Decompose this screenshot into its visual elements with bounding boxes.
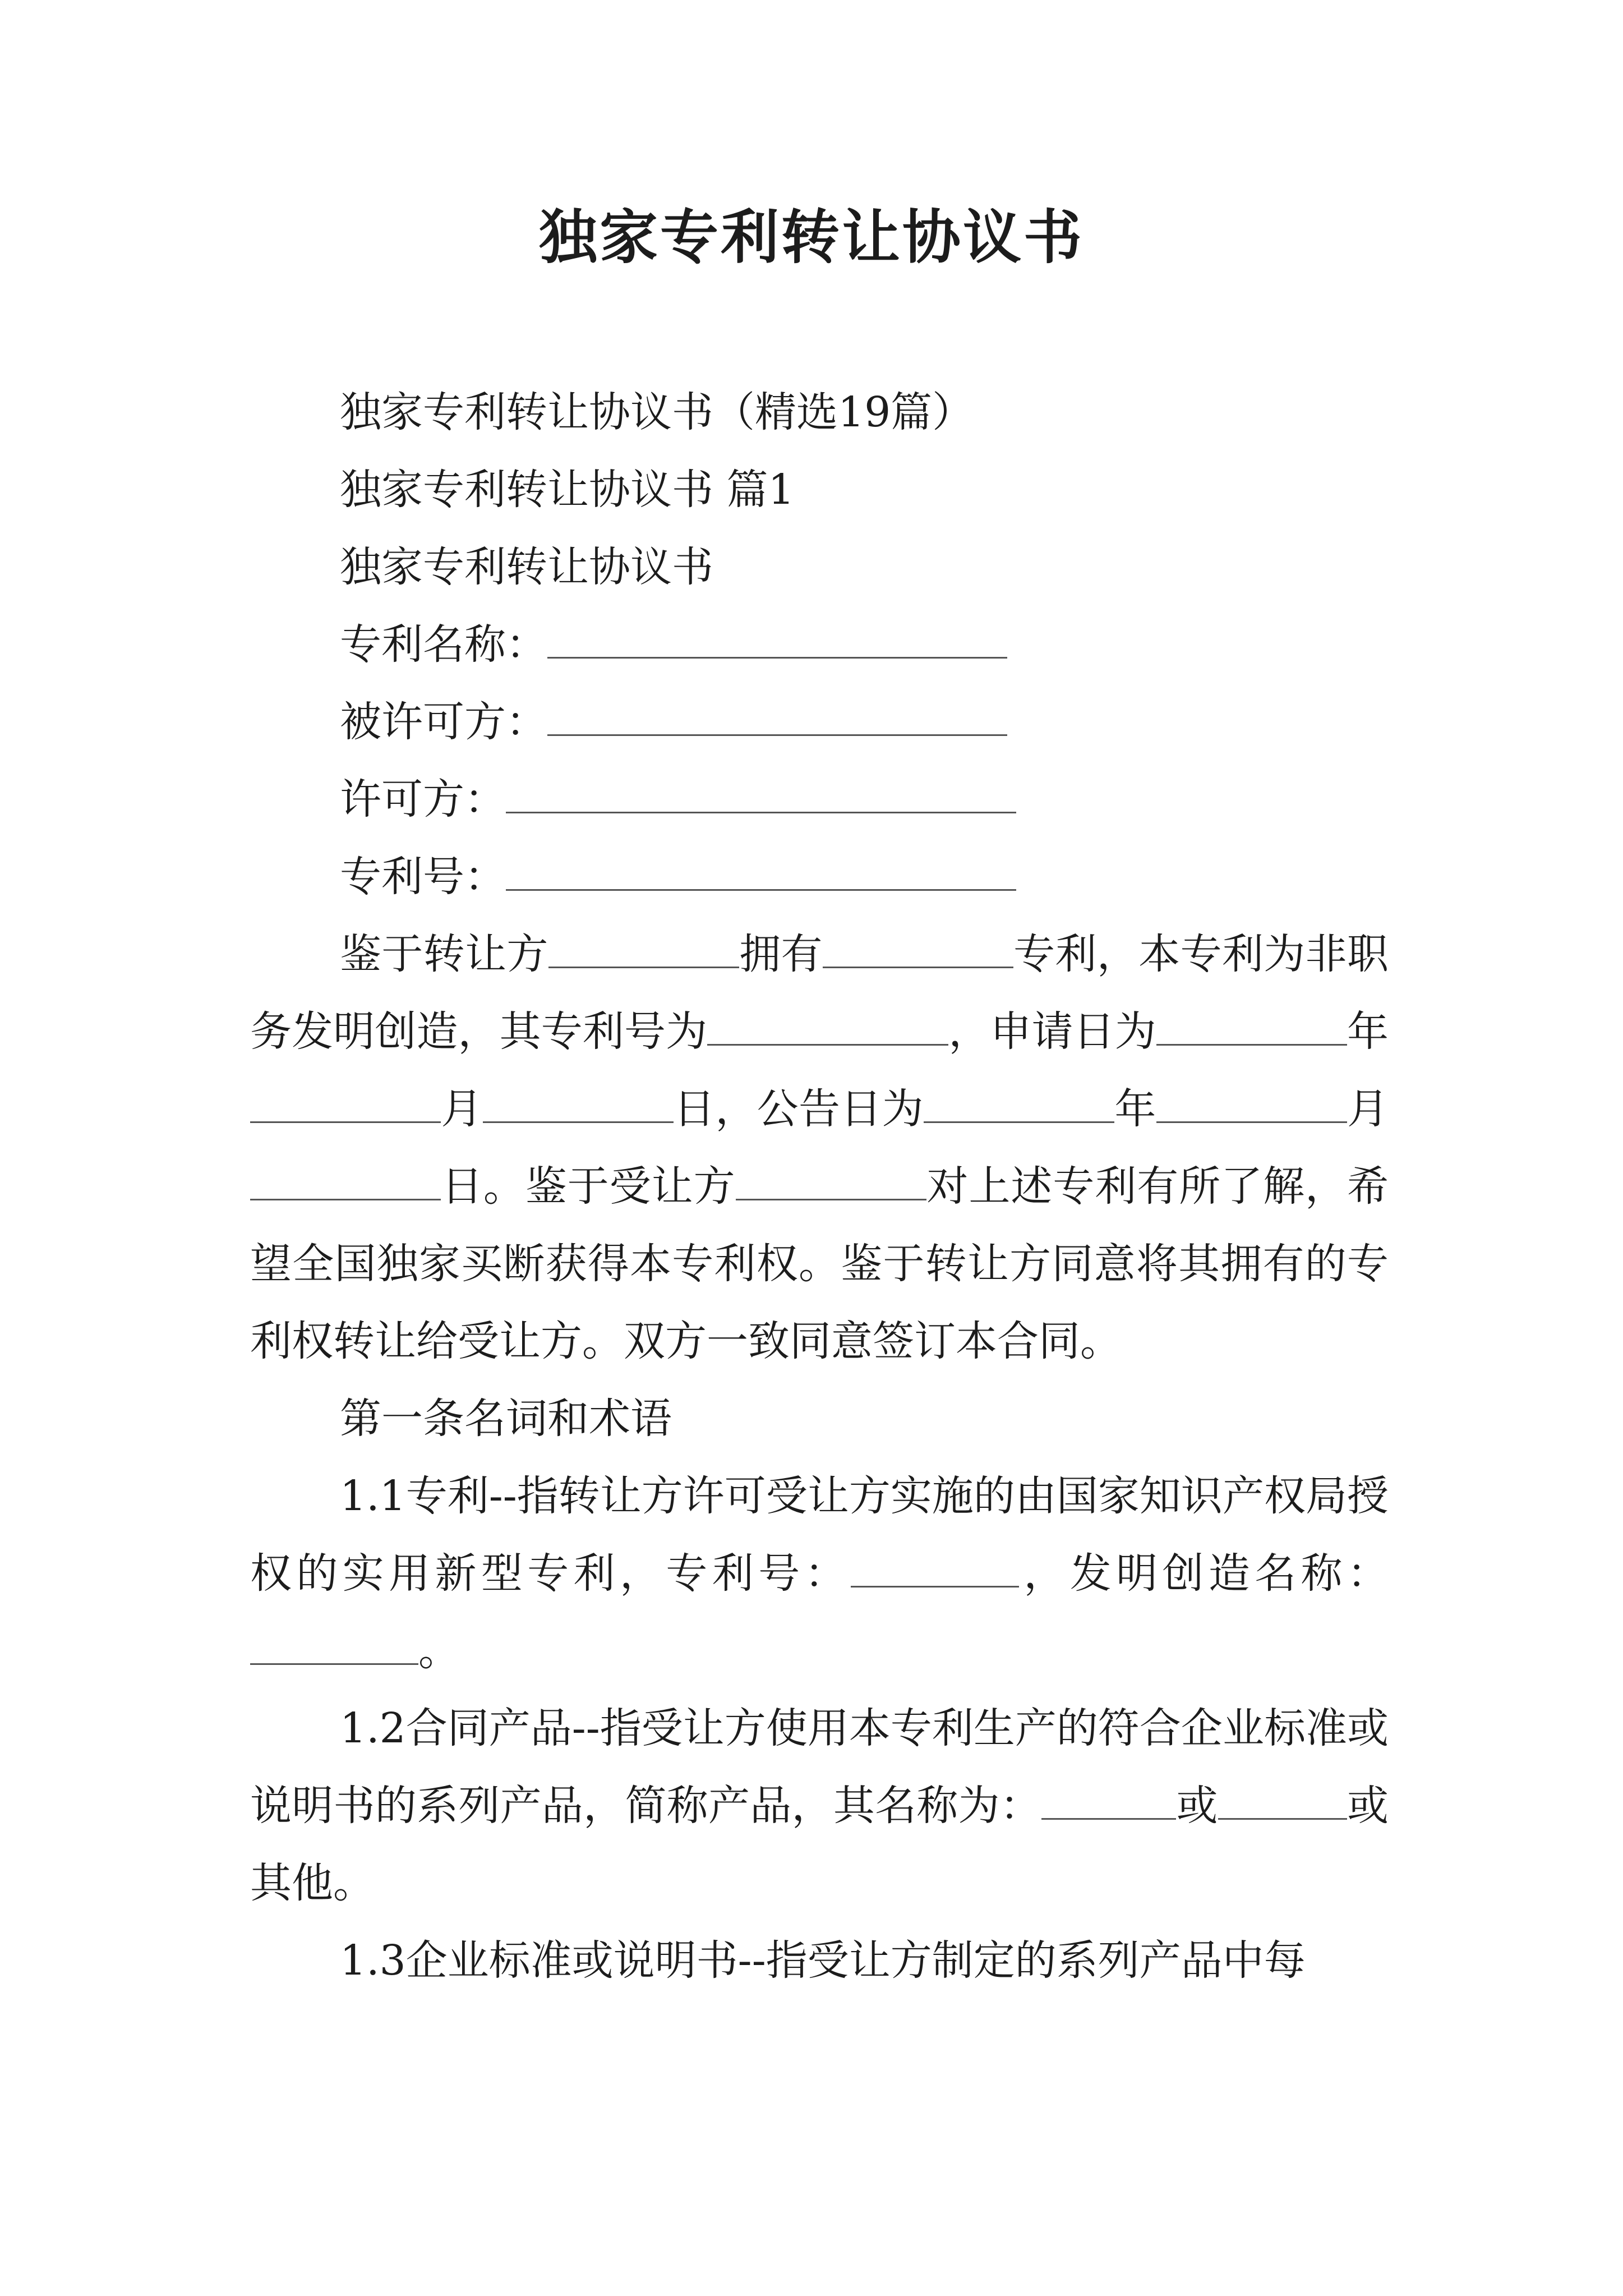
preamble-text: 年 xyxy=(1347,1007,1389,1056)
apply-month-blank xyxy=(250,1087,441,1123)
transferee-blank xyxy=(736,1164,926,1200)
clause-text: 。 xyxy=(418,1627,460,1675)
clause-text: 或 xyxy=(1176,1782,1218,1830)
preamble-text: 月 xyxy=(1347,1085,1389,1133)
preamble-text: ，申请日为 xyxy=(948,1007,1156,1056)
part-heading: 独家专利转让协议书 篇1 xyxy=(340,466,795,514)
licensor-label: 许可方： xyxy=(340,775,506,823)
preamble-text: 日，公告日为 xyxy=(673,1085,924,1133)
preamble-text: 月 xyxy=(441,1085,483,1133)
preamble-text: 专利，本专利为非职务发明创造，其专利号为 xyxy=(250,930,1389,1056)
licensee-blank xyxy=(547,700,1007,736)
preamble-text: 日。鉴于受让方 xyxy=(441,1162,736,1211)
publish-day-blank xyxy=(250,1164,441,1200)
article-1-heading: 第一条名词和术语 xyxy=(340,1395,672,1443)
clause-text: 或其他。 xyxy=(250,1782,1389,1907)
licensor-field xyxy=(250,761,1389,838)
patent-name-field xyxy=(250,606,1389,683)
collection-line: 独家专利转让协议书（精选19篇） xyxy=(340,388,974,436)
clause-1-2-product-blank-2 xyxy=(1218,1783,1347,1820)
publish-month-blank xyxy=(1156,1087,1347,1123)
document-body xyxy=(250,374,1389,1999)
transferor-blank xyxy=(548,932,739,968)
preamble-text: 拥有 xyxy=(739,930,823,978)
preamble-text: 对上述专利有所了解，希望全国独家买断获得本专利权。鉴于转让方同意将其拥有的专利权转让给受让方。双方一致同意签订本合同。 xyxy=(250,1162,1389,1365)
patent-name-label: 专利名称： xyxy=(340,620,547,669)
document-title: 独家专利转让协议书 xyxy=(538,203,1084,272)
clause-text: 1.2合同产品--指受让方使用本专利生产的符合企业标准或说明书的系列产品，简称产品，其名称为： xyxy=(250,1704,1389,1830)
patent-number-blank xyxy=(707,1009,948,1046)
licensee-label: 被许可方： xyxy=(340,698,547,746)
publish-year-blank xyxy=(924,1087,1114,1123)
apply-day-blank xyxy=(483,1087,674,1123)
clause-1-3: 1.3企业标准或说明书--指受让方制定的系列产品中每 xyxy=(340,1936,1306,1985)
clause-1-2-product-blank-1 xyxy=(1041,1783,1176,1820)
preamble-text: 鉴于转让方 xyxy=(340,930,548,978)
doc-title-line: 独家专利转让协议书 xyxy=(340,543,713,591)
clause-text: ，发明创造名称： xyxy=(1018,1549,1389,1598)
licensee-field xyxy=(250,683,1389,761)
preamble-text: 年 xyxy=(1114,1085,1156,1133)
patent-no-blank xyxy=(506,854,1016,891)
patent-name-blank xyxy=(547,622,1007,659)
preamble-paragraph xyxy=(250,915,1389,1380)
clause-1-2 xyxy=(250,1690,1389,1922)
patent-blank xyxy=(823,932,1013,968)
patent-no-label: 专利号： xyxy=(340,853,506,901)
licensor-blank xyxy=(506,777,1016,813)
clause-1-1-invention-name-blank xyxy=(250,1628,418,1665)
apply-year-blank xyxy=(1156,1009,1347,1046)
patent-no-field xyxy=(250,838,1389,915)
clause-text: 1.1专利--指转让方许可受让方实施的由国家知识产权局授权的实用新型专利，专利号： xyxy=(250,1472,1389,1598)
clause-1-1 xyxy=(250,1457,1389,1690)
clause-1-1-patent-no-blank xyxy=(851,1551,1019,1588)
